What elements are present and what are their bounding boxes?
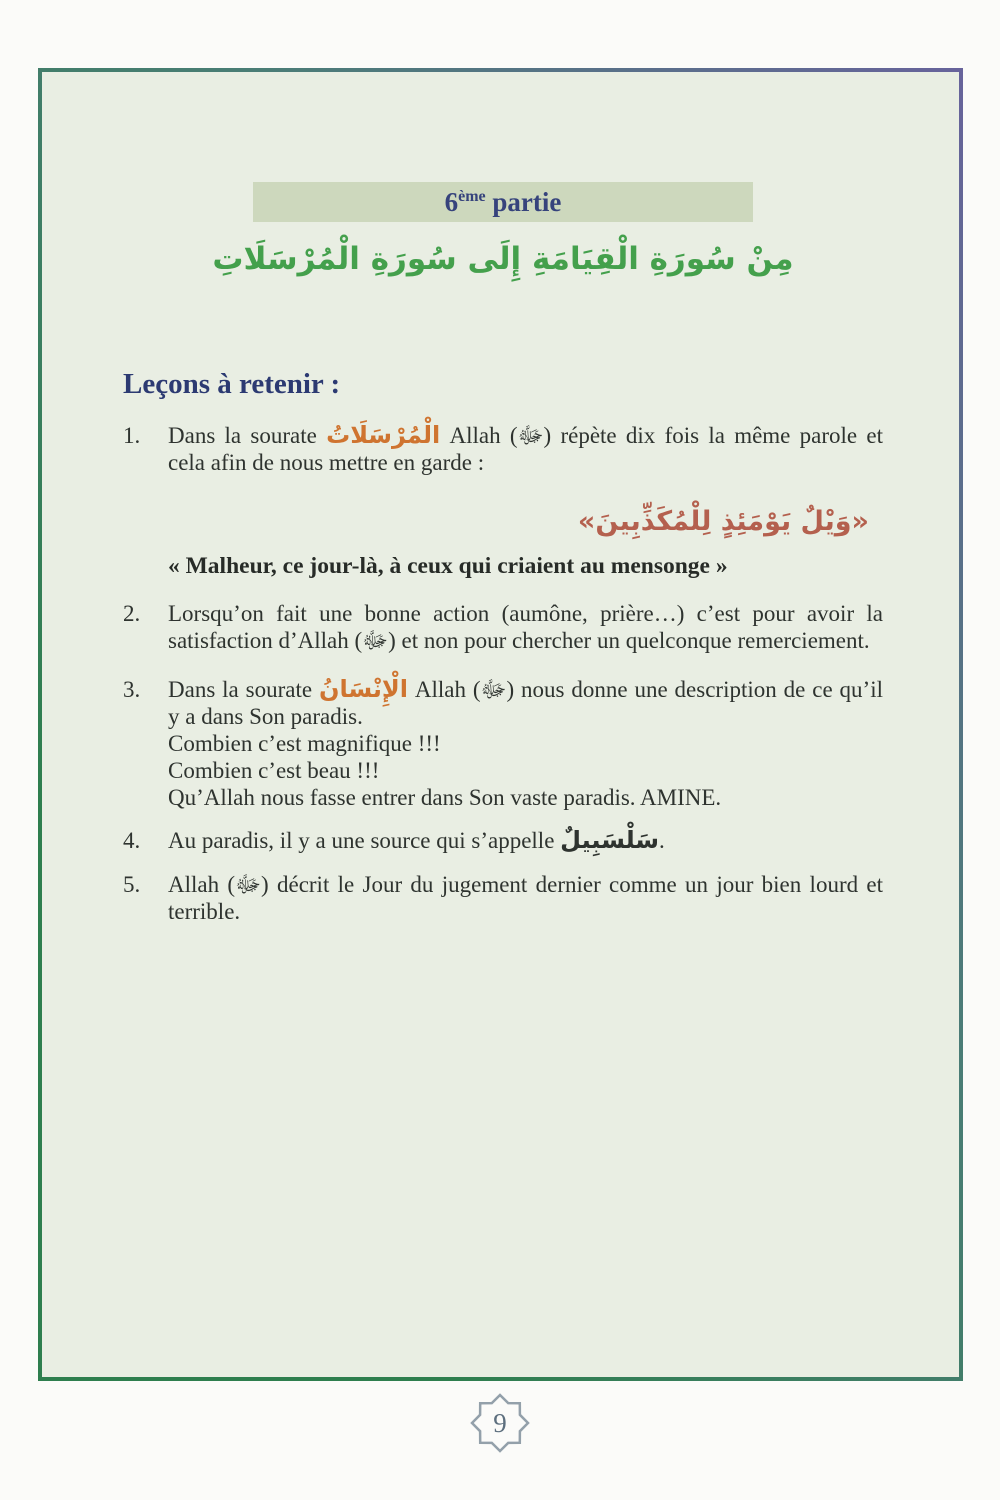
item-1-text — [168, 422, 883, 476]
item-5-text: Allah (ﷻ) décrit le Jour du jugement dernier comme un jour bien lourd et terrible. — [168, 872, 883, 924]
item-3-sourate-name-arabic: الْإِنْسَانُ — [318, 675, 408, 703]
item-4-text-before: Au paradis, il y a une source qui s’appelle — [168, 828, 561, 853]
item-4-text — [168, 827, 883, 854]
quran-verse-translation: « Malheur, ce jour-là, à ceux qui criaient au mensonge » — [168, 553, 728, 579]
item-1-number: 1. — [123, 423, 141, 448]
page-number: 9 — [493, 1408, 507, 1438]
part-ordinal-suffix: ème — [458, 188, 486, 205]
page-number-ornament — [469, 1392, 531, 1454]
lesson-item-1 — [123, 422, 883, 476]
part-title-band — [253, 182, 753, 222]
quran-verse-arabic: «وَيْلٌ يَوْمَئِذٍ لِلْمُكَذِّبِينَ» — [577, 506, 869, 537]
item-1-text-after: Allah (ﷻ) répète dix fois la même parole et cela afin de nous mettre en garde : — [168, 423, 883, 475]
page-border-frame — [38, 68, 963, 1381]
lessons-list — [123, 422, 883, 925]
item-3-text-after: Allah (ﷻ) nous donne une description de ce qu’il y a dans Son paradis. — [168, 677, 883, 729]
item-3-dua: Qu’Allah nous fasse entrer dans Son vaste paradis. AMINE. — [168, 785, 722, 810]
item-3-number: 3. — [123, 677, 141, 702]
lesson-item-3 — [123, 676, 883, 811]
item-4-text-after: . — [659, 828, 665, 853]
item-3-text-before: Dans la sourate — [168, 677, 319, 702]
item-4-number: 4. — [123, 828, 141, 853]
item-3-text — [168, 676, 883, 730]
surah-range-arabic-title: مِنْ سُورَةِ الْقِيَامَةِ إِلَى سُورَةِ الْمُرْسَلَاتِ — [212, 241, 794, 277]
lessons-heading: Leçons à retenir : — [123, 368, 341, 400]
eight-point-star-icon — [469, 1392, 531, 1454]
item-2-text: Lorsqu’on fait une bonne action (aumône, prière…) c’est pour avoir la satisfaction d’Allah (ﷻ) et non pour chercher un quelconque remerciement. — [168, 601, 883, 653]
item-2-number: 2. — [123, 601, 141, 626]
lesson-item-5 — [123, 871, 883, 925]
part-number: 6 — [444, 187, 459, 217]
item-3-exclaim-1: Combien c’est magnifique !!! — [168, 731, 441, 756]
lesson-item-2 — [123, 600, 883, 654]
page-content — [42, 182, 959, 1487]
item-3-exclaim-2: Combien c’est beau !!! — [168, 758, 380, 783]
item-4-spring-name-arabic: سَلْسَبِيلٌ — [560, 826, 660, 854]
item-5-number: 5. — [123, 872, 141, 897]
item-1-sourate-name-arabic: الْمُرْسَلَاتُ — [326, 421, 441, 449]
item-1-text-before: Dans la sourate — [168, 423, 327, 448]
lesson-item-4 — [123, 827, 883, 854]
part-word: partie — [485, 187, 562, 217]
